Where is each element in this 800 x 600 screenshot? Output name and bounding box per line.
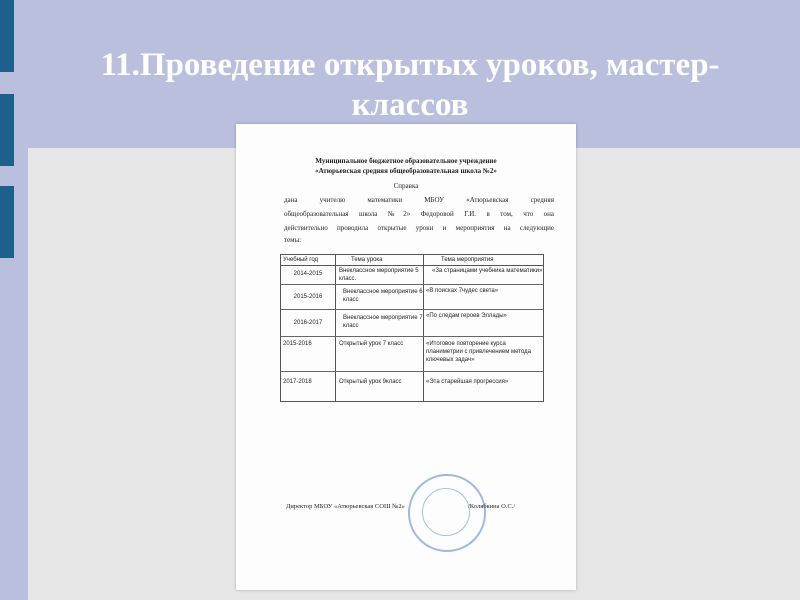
cell-lesson: Внеклассное мероприятие 5 класс. (339, 268, 419, 282)
school-stamp (408, 474, 486, 552)
header-lesson: Тема урока (351, 257, 383, 263)
doc-header-line1: Муниципальное бюджетное образовательное учреждение (315, 157, 497, 165)
cell-year: 2015-2016 (293, 294, 323, 300)
table-row (281, 266, 543, 285)
table-row (281, 310, 543, 337)
cell-event: «Эта старейшая прогрессия» (426, 379, 509, 385)
cell-event: «Итоговое повторение курса планиметрии с привлечением метода ключевых задач» (426, 341, 532, 363)
doc-body-line3: действительно проводила открытые уроки и мероприятия на следующие (284, 224, 554, 232)
signature-name: /Колябкина О.С./ (468, 503, 516, 510)
school-stamp-inner (422, 488, 470, 536)
scanned-document (236, 124, 576, 590)
accent-bar-top (0, 0, 14, 72)
cell-lesson: Внеклассное мероприятие 7 класс (343, 315, 423, 329)
cell-year: 2014-2015 (293, 271, 323, 277)
cell-event: «В поисках 7чудес света» (426, 288, 499, 294)
cell-lesson: Открытый урок 9класс (339, 379, 402, 385)
table-row (281, 337, 543, 372)
doc-body-line2: общеобразовательная школа №2» Федоровой Г.И. в том, что она (284, 210, 554, 218)
doc-body-line4: темы: (284, 236, 302, 244)
table-row (281, 372, 543, 400)
accent-bar-bottom (0, 186, 14, 258)
doc-type: Справка (393, 182, 419, 190)
doc-body-line1: дана учителю математики МБОУ «Атюрьевская средняя (284, 196, 554, 204)
cell-year: 2015-2016 (283, 341, 312, 347)
lessons-table (280, 254, 544, 402)
header-year: Учебный год (283, 257, 319, 263)
slide-title-line2: классов (351, 87, 469, 123)
slide-title-line1: 11.Проведение открытых уроков, мастер- (100, 47, 720, 83)
doc-header-line2: «Атюрьевская средняя общеобразовательная школа №2» (315, 167, 497, 175)
cell-year: 2016-2017 (293, 320, 323, 326)
cell-event: «За страницами учебника математики» (432, 268, 543, 274)
signature-director: Директор МБОУ «Атюрьевская СОШ №2» (286, 503, 405, 510)
cell-event: «По следам героев Эллады» (426, 313, 507, 319)
table-row (281, 285, 543, 310)
accent-bar-middle (0, 94, 14, 166)
header-event: Тема мероприятия (441, 257, 494, 263)
cell-lesson: Внеклассное мероприятие 6 класс (343, 289, 423, 303)
table-header (281, 255, 543, 266)
cell-year: 2017-2018 (283, 379, 312, 385)
cell-lesson: Открытый урок 7 класс (339, 341, 404, 347)
